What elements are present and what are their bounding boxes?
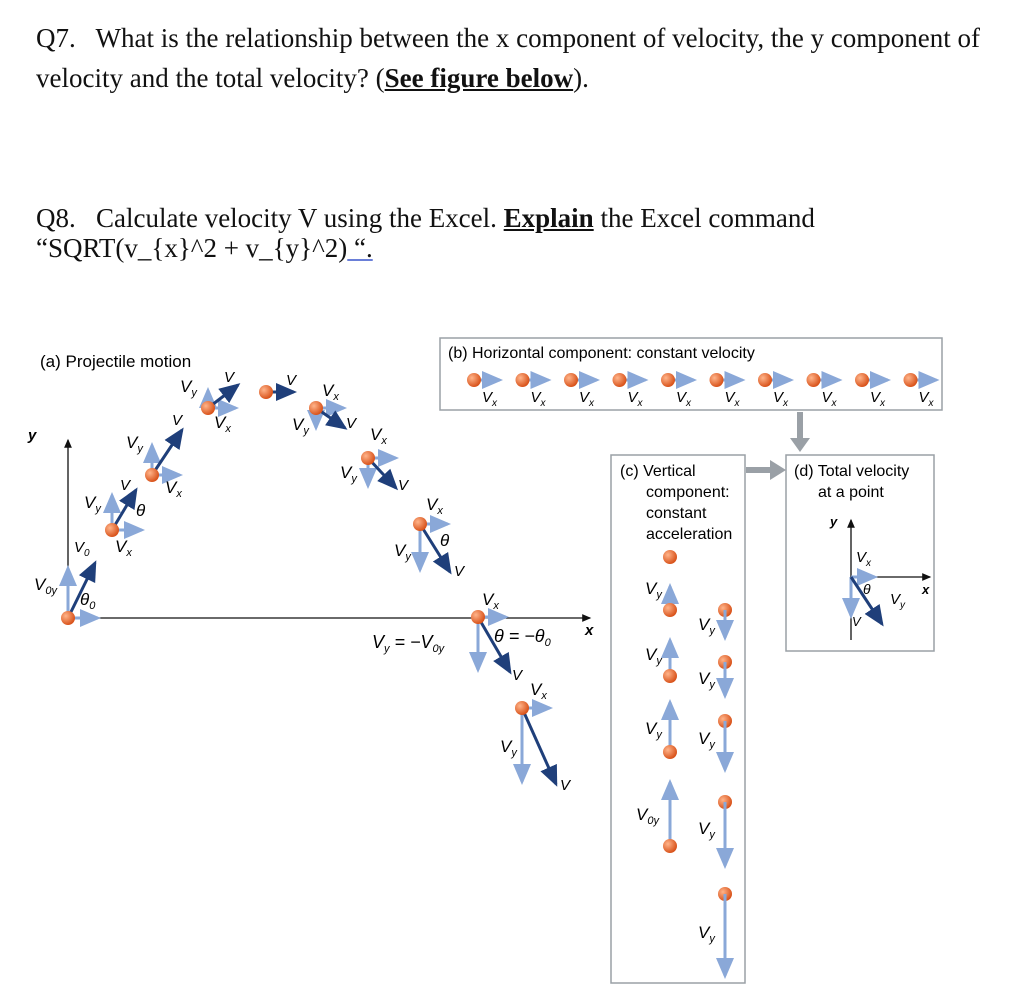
svg-text:Vy: $V_y$ xyxy=(394,541,411,563)
panel-d-title: (d) Total velocity at a point xyxy=(794,463,910,501)
svg-text:Vy = −V0y: $V_y = -V_{0y}$ xyxy=(372,632,445,655)
x-axis-label-a: x xyxy=(585,622,594,639)
panel-b-ball-6 xyxy=(710,373,743,409)
svg-text:Vy: $V_y$ xyxy=(890,591,906,611)
panel-c-rising xyxy=(636,550,677,853)
svg-text:Vx: $V_x$ xyxy=(482,389,498,409)
svg-text:V: V xyxy=(560,777,571,794)
q8-text1: Calculate velocity V using the Excel. xyxy=(96,203,504,233)
q8-number: Q8. xyxy=(36,203,76,233)
svg-text:V0y: $V_{0y}$ xyxy=(636,805,659,827)
q7-end: ). xyxy=(573,63,589,93)
q7-text: What is the relationship between the x component of velocity, the y component of velocity and the total velocity? ( xyxy=(36,23,981,93)
svg-text:Vx: $V_x$ xyxy=(579,389,595,409)
svg-text:Vx: $V_x$ xyxy=(530,389,546,409)
svg-text:Vy: $V_y$ xyxy=(698,729,715,751)
svg-text:Vy: $V_y$ xyxy=(698,669,715,691)
svg-text:Vx: $V_x$ xyxy=(676,389,692,409)
panel-c-falling xyxy=(698,603,732,976)
panel-b-balls xyxy=(467,373,937,409)
trajectory-point-1 xyxy=(84,477,146,559)
svg-text:V: V xyxy=(172,412,183,429)
panel-b-ball-3 xyxy=(564,373,597,409)
svg-text:θ0: $\theta_0$ xyxy=(80,590,96,612)
svg-text:x: x xyxy=(922,582,930,597)
svg-text:V: V xyxy=(852,614,861,629)
svg-text:Vy: $V_y$ xyxy=(340,463,357,485)
trajectory-point-landing xyxy=(372,590,552,684)
svg-text:Vx: $V_x$ xyxy=(165,478,182,500)
trajectory-point-6 xyxy=(340,425,410,494)
svg-text:V0y: $V_{0y}$ xyxy=(34,575,57,597)
svg-text:Vx: $V_x$ xyxy=(870,389,886,409)
svg-text:Vx: $V_x$ xyxy=(821,389,837,409)
y-axis-label-a: y xyxy=(28,427,37,444)
svg-text:Vx: $V_x$ xyxy=(426,495,443,517)
panel-b-ball-9 xyxy=(855,373,888,409)
svg-text:Vx: $V_x$ xyxy=(115,537,132,559)
svg-text:Vx: $V_x$ xyxy=(322,381,339,403)
panel-b-ball-5 xyxy=(661,373,694,409)
svg-text:Vy: $V_y$ xyxy=(645,645,662,667)
panel-b-ball-10 xyxy=(904,373,937,409)
svg-text:θ: θ xyxy=(863,581,871,597)
svg-text:V: V xyxy=(512,667,523,684)
svg-text:θ = −θ0: $\theta = -\theta_0$ xyxy=(494,626,551,649)
explain-word: Explain xyxy=(503,203,594,233)
svg-text:Vx: $V_x$ xyxy=(530,680,547,702)
trajectory-point-apex xyxy=(259,372,298,399)
formula-end: “. xyxy=(347,233,373,263)
panel-a-title: (a) Projectile motion xyxy=(40,352,192,371)
panel-b-title: (b) Horizontal component: constant velocity xyxy=(448,345,755,362)
svg-text:θ: θ xyxy=(136,501,146,520)
svg-text:Vy: $V_y$ xyxy=(698,615,715,637)
svg-text:Vy: $V_y$ xyxy=(84,493,101,515)
svg-text:Vx: $V_x$ xyxy=(214,413,231,435)
excel-formula: “SQRT(v_{x}^2 + v_{y}^2) xyxy=(36,233,348,263)
svg-text:Vy: $V_y$ xyxy=(645,579,662,601)
svg-text:Vy: $V_y$ xyxy=(126,433,143,455)
svg-text:θ: θ xyxy=(440,531,450,550)
q8-text2: the Excel command xyxy=(593,203,815,233)
trajectory-point-3 xyxy=(180,369,238,435)
trajectory-point-2 xyxy=(126,412,184,500)
svg-text:V: V xyxy=(286,372,297,389)
svg-text:V: V xyxy=(454,563,465,580)
trajectory-point-0 xyxy=(34,539,98,625)
panel-b-ball-2 xyxy=(516,373,549,409)
svg-text:Vx: $V_x$ xyxy=(918,389,934,409)
svg-text:V: V xyxy=(120,477,131,494)
svg-text:V0: $V_0$ xyxy=(74,539,90,559)
svg-text:Vy: $V_y$ xyxy=(645,719,662,741)
panel-b-ball-8 xyxy=(807,373,840,409)
svg-text:Vy: $V_y$ xyxy=(180,377,197,399)
q7-number: Q7. xyxy=(36,23,76,53)
svg-text:V: V xyxy=(224,369,235,386)
panel-c-title: (c) Vertical component: constant acceleration xyxy=(620,463,733,543)
see-figure-link[interactable]: See figure below xyxy=(384,63,574,93)
trajectory-point-7 xyxy=(394,495,466,580)
panel-b-ball-1 xyxy=(467,373,500,409)
svg-text:Vy: $V_y$ xyxy=(500,737,517,759)
svg-text:Vx: $V_x$ xyxy=(370,425,387,447)
panel-b-ball-4 xyxy=(613,373,646,409)
svg-text:Vx: $V_x$ xyxy=(482,590,499,612)
svg-text:Vx: $V_x$ xyxy=(627,389,643,409)
svg-text:Vx: $V_x$ xyxy=(724,389,740,409)
svg-text:V: V xyxy=(346,415,357,432)
svg-text:Vy: $V_y$ xyxy=(698,923,715,945)
svg-text:V: V xyxy=(398,477,409,494)
panel-b-ball-7 xyxy=(758,373,791,409)
svg-text:Vy: $V_y$ xyxy=(698,819,715,841)
svg-text:Vx: $V_x$ xyxy=(773,389,789,409)
trajectory-point-5 xyxy=(292,381,358,437)
svg-text:Vy: $V_y$ xyxy=(292,415,309,437)
svg-text:y: y xyxy=(830,514,838,529)
trajectory-point-below xyxy=(500,680,572,794)
svg-text:Vx: $V_x$ xyxy=(856,549,872,569)
